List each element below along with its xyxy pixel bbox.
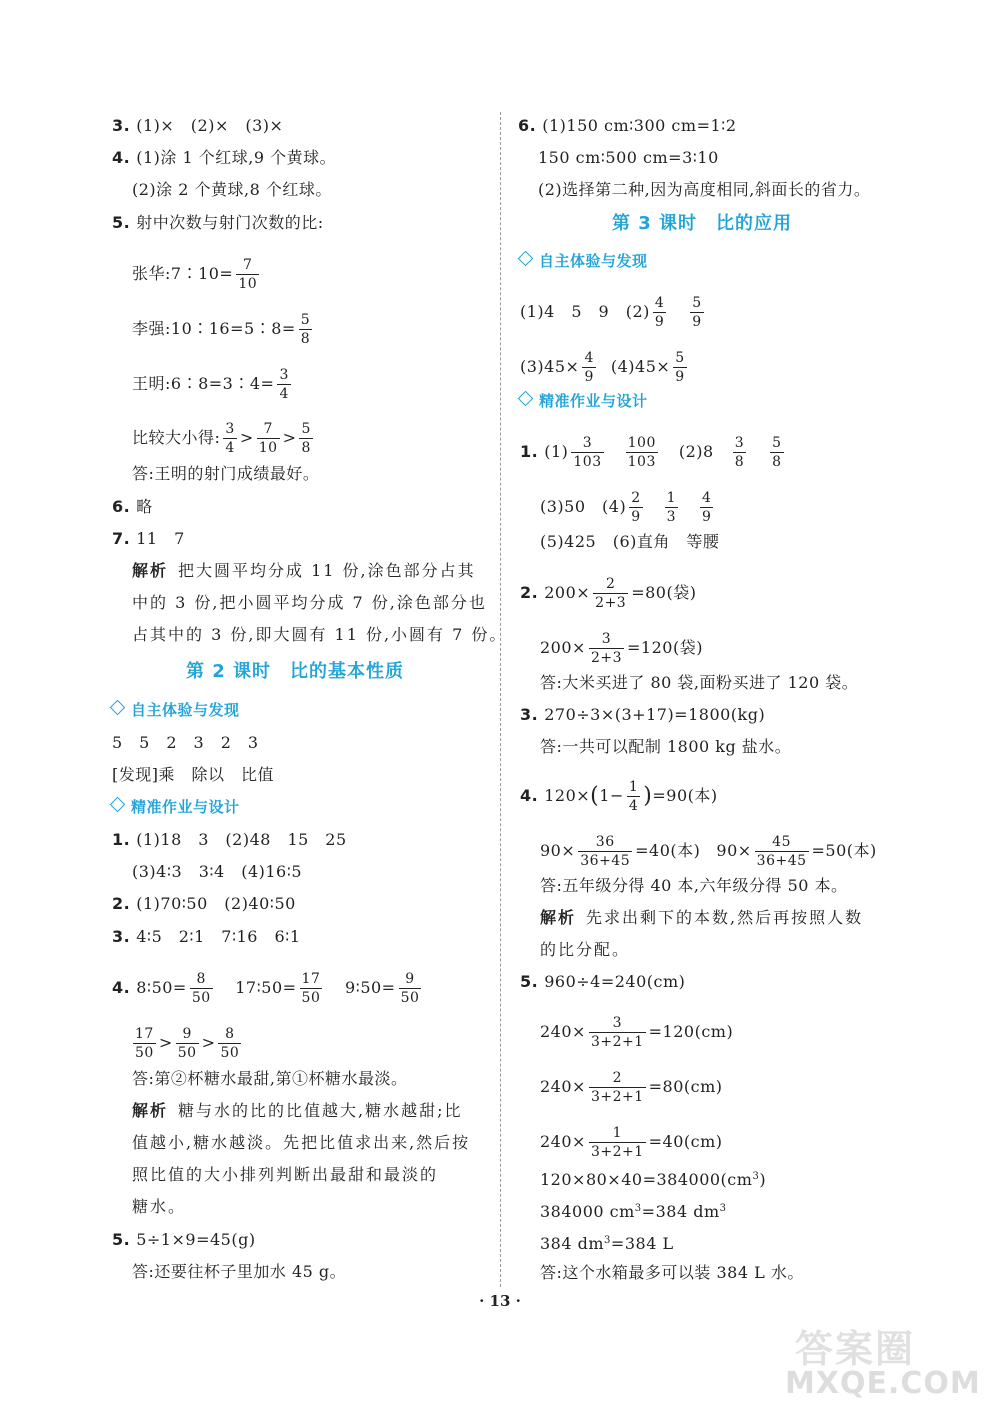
b1-line1 (520, 434, 787, 471)
q6-text: 略 (136, 497, 153, 516)
b3-number: 3. (520, 705, 539, 724)
b5-line2 (540, 1014, 733, 1051)
p3-text: 4∶5 2∶1 7∶16 6∶1 (136, 927, 301, 946)
p3-line (112, 927, 301, 947)
numerator: 17 (135, 1026, 154, 1042)
b3-answer: 答:一共可以配制 1800 kg 盐水。 (540, 737, 792, 756)
q5-compare (132, 420, 316, 457)
numerator: 1 (612, 1125, 622, 1141)
fraction (589, 630, 624, 667)
numerator: 3 (225, 421, 235, 437)
denominator: 4 (279, 386, 289, 402)
b4-answer: 答:五年级分得 40 本,六年级分得 50 本。 (540, 876, 848, 895)
numerator: 5 (692, 295, 702, 311)
fraction (665, 489, 678, 526)
numerator: 2 (631, 490, 641, 506)
denominator: 36+45 (756, 853, 807, 869)
denominator: 9 (631, 509, 641, 525)
diamond-icon (110, 700, 126, 716)
b5-volume (540, 1167, 766, 1190)
numerator: 7 (243, 257, 253, 273)
numerator: 4 (654, 295, 665, 311)
b4-prefix: 120× (544, 786, 591, 805)
numerator: 7 (263, 421, 273, 437)
b5-text1: 960÷4=240(cm) (544, 972, 686, 991)
fraction (700, 489, 713, 526)
numerator: 1 (628, 779, 639, 795)
b5-result1: =120(cm) (648, 1022, 734, 1041)
a2-text2: (4)45× (610, 357, 671, 376)
p4-b-label: 17∶50= (235, 978, 297, 997)
p2-text: (1)70∶50 (2)40∶50 (136, 894, 296, 913)
numerator: 4 (584, 350, 594, 366)
denominator: 9 (675, 369, 685, 385)
numerator: 2 (605, 576, 616, 592)
p4-number: 4. (112, 978, 131, 997)
denominator: 2+3 (595, 595, 627, 611)
b2-line1 (520, 575, 696, 612)
denominator: 50 (301, 990, 321, 1006)
r-q6-line3: (2)选择第二种,因为高度相同,斜面长的省力。 (538, 180, 871, 199)
section-self-experience (112, 700, 240, 720)
fraction (629, 489, 642, 526)
superscript: 3 (634, 1203, 642, 1214)
q4-text1: (1)涂 1 个红球,9 个黄球。 (136, 148, 337, 167)
a2-text1: (3)45× (520, 357, 580, 376)
b2-result: =120(袋) (627, 638, 703, 657)
b5-line4 (540, 1124, 723, 1161)
right-column (500, 0, 1000, 1413)
fraction (627, 778, 640, 815)
numerator: 8 (225, 1026, 235, 1042)
fraction (690, 294, 703, 331)
denominator: 9 (584, 369, 594, 385)
convert-text: 384 dm (540, 1234, 605, 1253)
b4-prefix3: 90× (716, 841, 752, 860)
denominator: 3+2+1 (590, 1089, 644, 1105)
b1-number: 1. (520, 442, 539, 461)
q7-number: 7. (112, 529, 131, 548)
numerator: 100 (627, 435, 656, 451)
page-number: · 13 · (479, 1292, 521, 1310)
q7-line (112, 529, 185, 549)
b4-number: 4. (520, 786, 539, 805)
denominator: 9 (702, 509, 712, 525)
p4-a-label: 8∶50= (136, 978, 187, 997)
b5-prefix: 240× (540, 1077, 586, 1096)
b2-prefix: 200× (544, 583, 591, 602)
fraction (589, 1124, 646, 1161)
a1-line (520, 294, 707, 331)
fraction (589, 1014, 646, 1051)
superscript: 3 (604, 1235, 611, 1246)
q7-text: 11 7 (136, 529, 185, 548)
watermark (785, 1318, 985, 1408)
b4-one-minus: 1− (599, 786, 624, 805)
denominator: 8 (300, 331, 311, 347)
diamond-icon (518, 251, 534, 267)
q5-zhanghua (132, 256, 262, 293)
superscript: 3 (719, 1203, 727, 1214)
section-precise-homework (112, 797, 240, 817)
b4-result2: =40(本) (635, 841, 701, 860)
explain-text: 把大圆平均分成 11 份,涂色部分占其 (178, 561, 476, 580)
lesson3-heading: 第 3 课时 比的应用 (612, 213, 793, 234)
fraction (300, 970, 323, 1007)
numerator: 3 (612, 1015, 622, 1031)
b5-prefix: 240× (540, 1132, 586, 1151)
denominator: 9 (692, 314, 702, 330)
p1-line1 (112, 830, 347, 850)
section-title: 自主体验与发现 (131, 701, 240, 719)
p5-number: 5. (112, 1230, 131, 1249)
p4-c-label: 9∶50= (344, 978, 396, 997)
p4-explain2: 值越小,糖水越淡。先把比值求出来,然后按 (132, 1133, 471, 1152)
q4-number: 4. (112, 148, 131, 167)
fraction (236, 256, 259, 293)
numerator: 5 (301, 421, 311, 437)
b4-result3: =50(本) (811, 841, 877, 860)
numerator: 2 (612, 1070, 622, 1086)
q7-explain1 (132, 561, 476, 581)
fraction (673, 349, 686, 386)
p4-explain1 (132, 1101, 463, 1121)
q6-line (112, 497, 153, 517)
q5-title (112, 213, 324, 233)
b4-line1 (520, 778, 718, 815)
superscript: 3 (752, 1171, 760, 1182)
q5-wangming (132, 366, 294, 403)
p1-number: 1. (112, 830, 131, 849)
b4-prefix2: 90× (540, 841, 576, 860)
denominator: 50 (177, 1045, 197, 1061)
greater-sign: > (239, 428, 254, 447)
p5-answer: 答:还要往杯子里加水 45 g。 (132, 1262, 347, 1281)
fraction (299, 420, 312, 457)
q3-line (112, 116, 283, 136)
p4-order (130, 1025, 244, 1062)
volume-close: ) (759, 1170, 767, 1189)
fraction (626, 434, 658, 471)
b2-number: 2. (520, 583, 539, 602)
numerator: 8 (196, 971, 206, 987)
s1-answers: 5 5 2 3 2 3 (112, 733, 259, 752)
q4-line2: (2)涂 2 个黄球,8 个红球。 (132, 180, 332, 199)
b3-text: 270÷3×(3+17)=1800(kg) (544, 705, 766, 724)
b2-answer: 答:大米买进了 80 袋,面粉买进了 120 袋。 (540, 673, 859, 692)
greater-sign: > (201, 1033, 216, 1052)
analysis-tag: 解析 (132, 1101, 169, 1120)
fraction (399, 970, 422, 1007)
convert-text: =384 dm (641, 1202, 720, 1221)
numerator: 17 (301, 971, 321, 987)
r-q6-line1 (518, 116, 737, 136)
p4-explain3: 照比值的大小排列判断出最甜和最淡的 (132, 1165, 439, 1184)
denominator: 103 (573, 454, 602, 470)
fraction (582, 349, 595, 386)
b1-line2-prefix: (3)50 (4) (540, 497, 627, 516)
fraction (133, 1025, 156, 1062)
fraction (190, 970, 213, 1007)
r-q6-number: 6. (518, 116, 537, 135)
p1-text1: (1)18 3 (2)48 15 25 (136, 830, 347, 849)
p4-explain4: 糖水。 (132, 1197, 187, 1216)
lesson2-heading: 第 2 课时 比的基本性质 (186, 661, 405, 682)
diamond-icon (518, 391, 534, 407)
denominator: 8 (301, 440, 311, 456)
denominator: 4 (628, 798, 639, 814)
section-title: 自主体验与发现 (539, 252, 648, 270)
b5-convert2 (540, 1231, 674, 1254)
fraction (755, 833, 809, 870)
p3-number: 3. (112, 927, 131, 946)
fraction (770, 434, 783, 471)
s1-discovery: [发现]乘 除以 比值 (112, 765, 274, 784)
b5-result2: =80(cm) (648, 1077, 723, 1096)
denominator: 103 (627, 454, 656, 470)
b2-prefix: 200× (540, 638, 586, 657)
b5-result3: =40(cm) (648, 1132, 723, 1151)
denominator: 10 (238, 276, 258, 292)
p5-line (112, 1230, 256, 1250)
denominator: 2+3 (590, 650, 622, 666)
fraction (578, 833, 632, 870)
q7-explain2: 中的 3 份,把小圆平均分成 7 份,涂色部分也 (132, 593, 487, 612)
analysis-tag: 解析 (540, 908, 577, 927)
r-q6-text1: (1)150 cm∶300 cm=1∶2 (542, 116, 737, 135)
greater-sign: > (158, 1033, 173, 1052)
fraction (589, 1069, 646, 1106)
numerator: 4 (702, 490, 712, 506)
fraction (733, 434, 746, 471)
section-title: 精准作业与设计 (131, 798, 240, 816)
b4-line2 (540, 833, 877, 870)
section-title: 精准作业与设计 (539, 392, 648, 410)
b1-line3: (5)425 (6)直角 等腰 (540, 532, 720, 551)
denominator: 50 (220, 1045, 240, 1061)
analysis-tag: 解析 (132, 561, 169, 580)
fraction (593, 575, 628, 612)
section-self-experience-2 (520, 251, 648, 271)
fraction (223, 420, 236, 457)
section-precise-homework-2 (520, 391, 648, 411)
b1-prefix: (1) (544, 442, 569, 461)
q6-number: 6. (112, 497, 131, 516)
r-q6-line2: 150 cm∶500 cm=3∶10 (538, 148, 719, 167)
b2-line2 (540, 630, 703, 667)
q4-line1 (112, 148, 336, 168)
diamond-icon (110, 797, 126, 813)
fraction (653, 294, 666, 331)
convert-text: =384 L (610, 1234, 674, 1253)
explain-text: 先求出剩下的本数,然后再按照人数 (586, 908, 864, 927)
numerator: 3 (279, 367, 289, 383)
q5-answer: 答:王明的射门成绩最好。 (132, 464, 320, 483)
numerator: 5 (772, 435, 782, 451)
a1-text: (1)4 5 9 (2) (520, 302, 650, 321)
numerator: 5 (300, 312, 311, 328)
numerator: 5 (675, 350, 685, 366)
zhanghua-label: 张华:7∶10= (132, 264, 234, 283)
greater-sign: > (282, 428, 297, 447)
denominator: 3+2+1 (590, 1034, 644, 1050)
volume-text: 120×80×40=384000(cm (540, 1170, 753, 1189)
b4-result: =90(本) (652, 786, 718, 805)
denominator: 50 (400, 990, 420, 1006)
watermark-text: MXQE.COM (785, 1366, 981, 1401)
q5-liqiang (132, 311, 315, 348)
fraction (571, 434, 603, 471)
b1-mid: (2)8 (678, 442, 714, 461)
denominator: 3+2+1 (590, 1144, 644, 1160)
denominator: 50 (135, 1045, 154, 1061)
right-paren: ) (643, 783, 653, 809)
explain-text: 糖与水的比的比值越大,糖水越甜;比 (178, 1101, 463, 1120)
p2-number: 2. (112, 894, 131, 913)
b2-result: =80(袋) (631, 583, 697, 602)
fraction (218, 1025, 241, 1062)
fraction (299, 311, 312, 348)
b5-number: 5. (520, 972, 539, 991)
liqiang-label: 李强:10∶16=5∶8= (132, 319, 296, 338)
numerator: 3 (582, 435, 593, 451)
b4-explain1 (540, 908, 863, 928)
denominator: 4 (225, 440, 235, 456)
p2-line (112, 894, 296, 914)
q7-explain3: 占其中的 3 份,即大圆有 11 份,小圆有 7 份。 (132, 625, 508, 644)
b5-prefix: 240× (540, 1022, 586, 1041)
p1-line2: (3)4∶3 3∶4 (4)16∶5 (132, 862, 303, 881)
compare-label: 比较大小得: (132, 428, 221, 447)
q3-number: 3. (112, 116, 131, 135)
p5-text: 5÷1×9=45(g) (136, 1230, 256, 1249)
q5-number: 5. (112, 213, 131, 232)
p4-line1 (112, 970, 424, 1007)
fraction (176, 1025, 199, 1062)
b5-line1 (520, 972, 685, 992)
b1-line2 (540, 489, 716, 526)
wangming-label: 王明:6∶8=3∶4= (132, 374, 275, 393)
denominator: 3 (666, 509, 677, 525)
a2-line (520, 349, 690, 386)
b4-explain2: 的比分配。 (540, 940, 631, 959)
fraction (277, 366, 290, 403)
convert-text: 384000 cm (540, 1202, 635, 1221)
numerator: 36 (595, 834, 615, 850)
b5-line3 (540, 1069, 723, 1106)
watermark-logo: 答案圈 (795, 1327, 916, 1371)
numerator: 3 (734, 435, 745, 451)
denominator: 8 (772, 454, 782, 470)
denominator: 36+45 (580, 853, 631, 869)
p4-answer: 答:第②杯糖水最甜,第①杯糖水最淡。 (132, 1069, 408, 1088)
left-paren: ( (590, 783, 600, 809)
denominator: 9 (654, 314, 665, 330)
b5-answer: 答:这个水箱最多可以装 384 L 水。 (540, 1263, 804, 1282)
q5-title-text: 射中次数与射门次数的比: (136, 213, 324, 232)
numerator: 9 (182, 1026, 192, 1042)
q3-text: (1)× (2)× (3)× (136, 116, 284, 135)
numerator: 45 (772, 834, 791, 850)
denominator: 8 (734, 454, 745, 470)
denominator: 10 (258, 440, 278, 456)
numerator: 1 (666, 490, 677, 506)
numerator: 3 (601, 631, 612, 647)
denominator: 50 (191, 990, 211, 1006)
fraction (257, 420, 280, 457)
numerator: 9 (405, 971, 415, 987)
b5-convert1 (540, 1199, 727, 1222)
b3-line (520, 705, 765, 725)
